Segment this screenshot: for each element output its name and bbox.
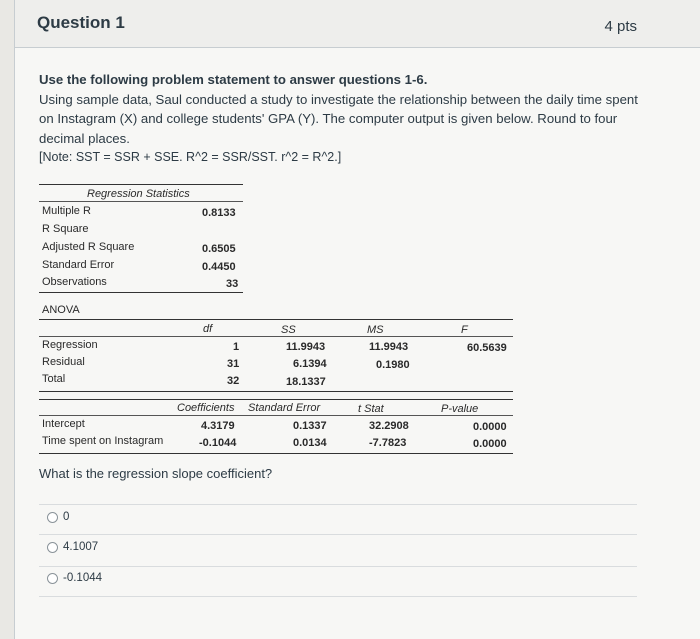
anova-cell: 1	[233, 341, 240, 353]
anova-cell: 32	[227, 375, 240, 387]
table-rule	[39, 336, 513, 337]
answer-divider	[39, 596, 637, 597]
coef-cell: 0.0000	[473, 438, 507, 450]
anova-row-label: Regression	[42, 339, 98, 351]
answer-option-1[interactable]	[47, 537, 98, 557]
coef-header: Coefficients	[177, 402, 235, 414]
regstats-label: Adjusted R Square	[42, 241, 135, 253]
statement-intro: Use the following problem statement to answer questions 1-6.	[39, 72, 428, 87]
coef-cell: 32.2908	[369, 420, 409, 432]
coef-cell: 0.0000	[473, 421, 507, 433]
table-rule	[39, 319, 513, 320]
answer-divider	[39, 534, 637, 535]
table-rule	[39, 391, 513, 392]
table-rule	[39, 292, 243, 293]
table-rule	[39, 453, 513, 454]
regstats-label: Multiple R	[42, 205, 91, 217]
answer-label: 4.1007	[63, 541, 99, 553]
regstats-value: 0.8133	[202, 207, 236, 219]
answer-label: 0	[63, 511, 70, 523]
regstats-value: 0.4450	[202, 261, 236, 273]
answer-option-2[interactable]	[47, 568, 102, 588]
anova-cell: 60.5639	[467, 342, 507, 354]
anova-cell: 6.1394	[293, 358, 327, 370]
answer-label: -0.1044	[63, 572, 103, 584]
anova-cell: 18.1337	[286, 376, 326, 388]
anova-header: F	[461, 324, 468, 336]
anova-header: SS	[281, 324, 296, 336]
coef-row-label: Intercept	[42, 418, 85, 430]
anova-header: MS	[367, 324, 384, 336]
anova-cell: 11.9943	[286, 341, 326, 353]
regstats-label: Observations	[42, 276, 107, 288]
coef-cell: 4.3179	[201, 420, 235, 432]
table-rule	[39, 184, 243, 185]
question-card	[14, 0, 700, 639]
coef-header: t Stat	[358, 403, 384, 415]
coef-header: Standard Error	[248, 402, 321, 414]
coef-cell: -0.1044	[199, 437, 237, 449]
coef-header: P-value	[441, 403, 479, 415]
statement-note: [Note: SST = SSR + SSE. R^2 = SSR/SST. r^2 = R^2.]	[39, 150, 342, 164]
anova-row-label: Total	[42, 373, 66, 385]
anova-title: ANOVA	[42, 304, 80, 316]
regstats-value: 0.6505	[202, 243, 236, 255]
coef-cell: -7.7823	[369, 437, 407, 449]
coef-cell: 0.0134	[293, 437, 327, 449]
radio-button[interactable]	[47, 542, 58, 553]
anova-cell: 11.9943	[369, 341, 409, 353]
question-points: 4 pts	[604, 18, 637, 35]
anova-row-label: Residual	[42, 356, 85, 368]
answer-option-0[interactable]	[47, 507, 69, 527]
anova-cell: 31	[227, 358, 240, 370]
table-rule	[39, 201, 243, 202]
coef-row-label: Time spent on Instagram	[42, 435, 164, 447]
problem-statement	[39, 70, 649, 168]
statement-body: Using sample data, Saul conducted a study to investigate the relationship between the daily time spent on Instagram (X) and college students' GPA (Y). The computer output is given below. Round to four decimal places.	[39, 91, 638, 146]
regstats-value: 33	[226, 278, 239, 290]
coef-cell: 0.1337	[293, 420, 327, 432]
anova-cell: 0.1980	[376, 359, 410, 371]
regstats-label: R Square	[42, 223, 89, 235]
radio-button[interactable]	[47, 512, 58, 523]
answer-divider	[39, 504, 637, 505]
table-rule	[39, 415, 513, 416]
table-rule	[39, 399, 513, 400]
question-prompt: What is the regression slope coefficient?	[39, 466, 273, 481]
question-title: Question 1	[37, 13, 125, 32]
anova-header: df	[203, 323, 213, 335]
question-header	[15, 0, 700, 48]
regstats-title: Regression Statistics	[87, 188, 190, 200]
regstats-label: Standard Error	[42, 259, 115, 271]
chevron-icon	[0, 12, 1, 33]
answer-divider	[39, 566, 637, 567]
radio-button[interactable]	[47, 573, 58, 584]
